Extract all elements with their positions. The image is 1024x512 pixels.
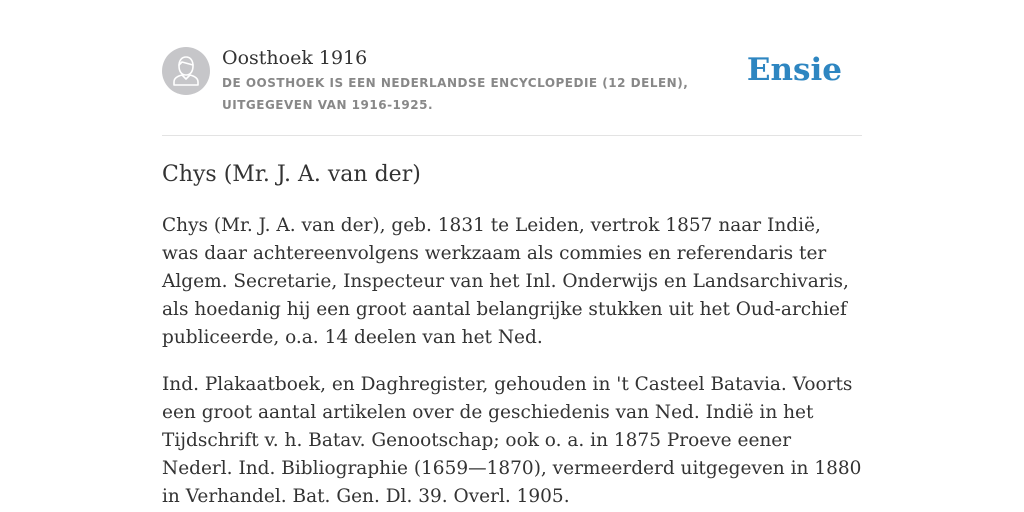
- user-icon: [162, 47, 210, 95]
- source-header: [162, 46, 862, 136]
- source-avatar[interactable]: [162, 47, 210, 95]
- article-title: Chys (Mr. J. A. van der): [162, 162, 421, 187]
- source-title[interactable]: Oosthoek 1916: [222, 47, 368, 69]
- source-description: DE OOSTHOEK IS EEN NEDERLANDSE ENCYCLOPEDIE (12 DELEN), UITGEGEVEN VAN 1916-1925.: [222, 76, 689, 112]
- article-body: [162, 212, 862, 512]
- article-paragraph: Chys (Mr. J. A. van der), geb. 1831 te Leiden, vertrok 1857 naar Indië, was daar achtereenvolgens werkzaam als commies en referendaris ter Algem. Secretarie, Inspecteur van het Inl. Onderwijs en Landsarchivaris, als hoedanig hij een groot aantal belangrijke stukken uit het Oud-archief publiceerde, o.a. 14 deelen van het Ned.: [162, 215, 849, 348]
- header-divider: [162, 135, 862, 136]
- ensie-logo[interactable]: Ensie: [746, 52, 842, 88]
- article-paragraph: Ind. Plakaatboek, en Daghregister, gehouden in 't Casteel Batavia. Voorts een groot aantal artikelen over de geschiedenis van Ned. Indië in het Tijdschrift v. h. Batav. Genootschap; ook o. a. in 1875 Proeve eener Nederl. Ind. Bibliographie (1659—1870), vermeerderd uitgegeven in 1880 in Verhandel. Bat. Gen. Dl. 39. Overl. 1905.: [162, 374, 862, 507]
